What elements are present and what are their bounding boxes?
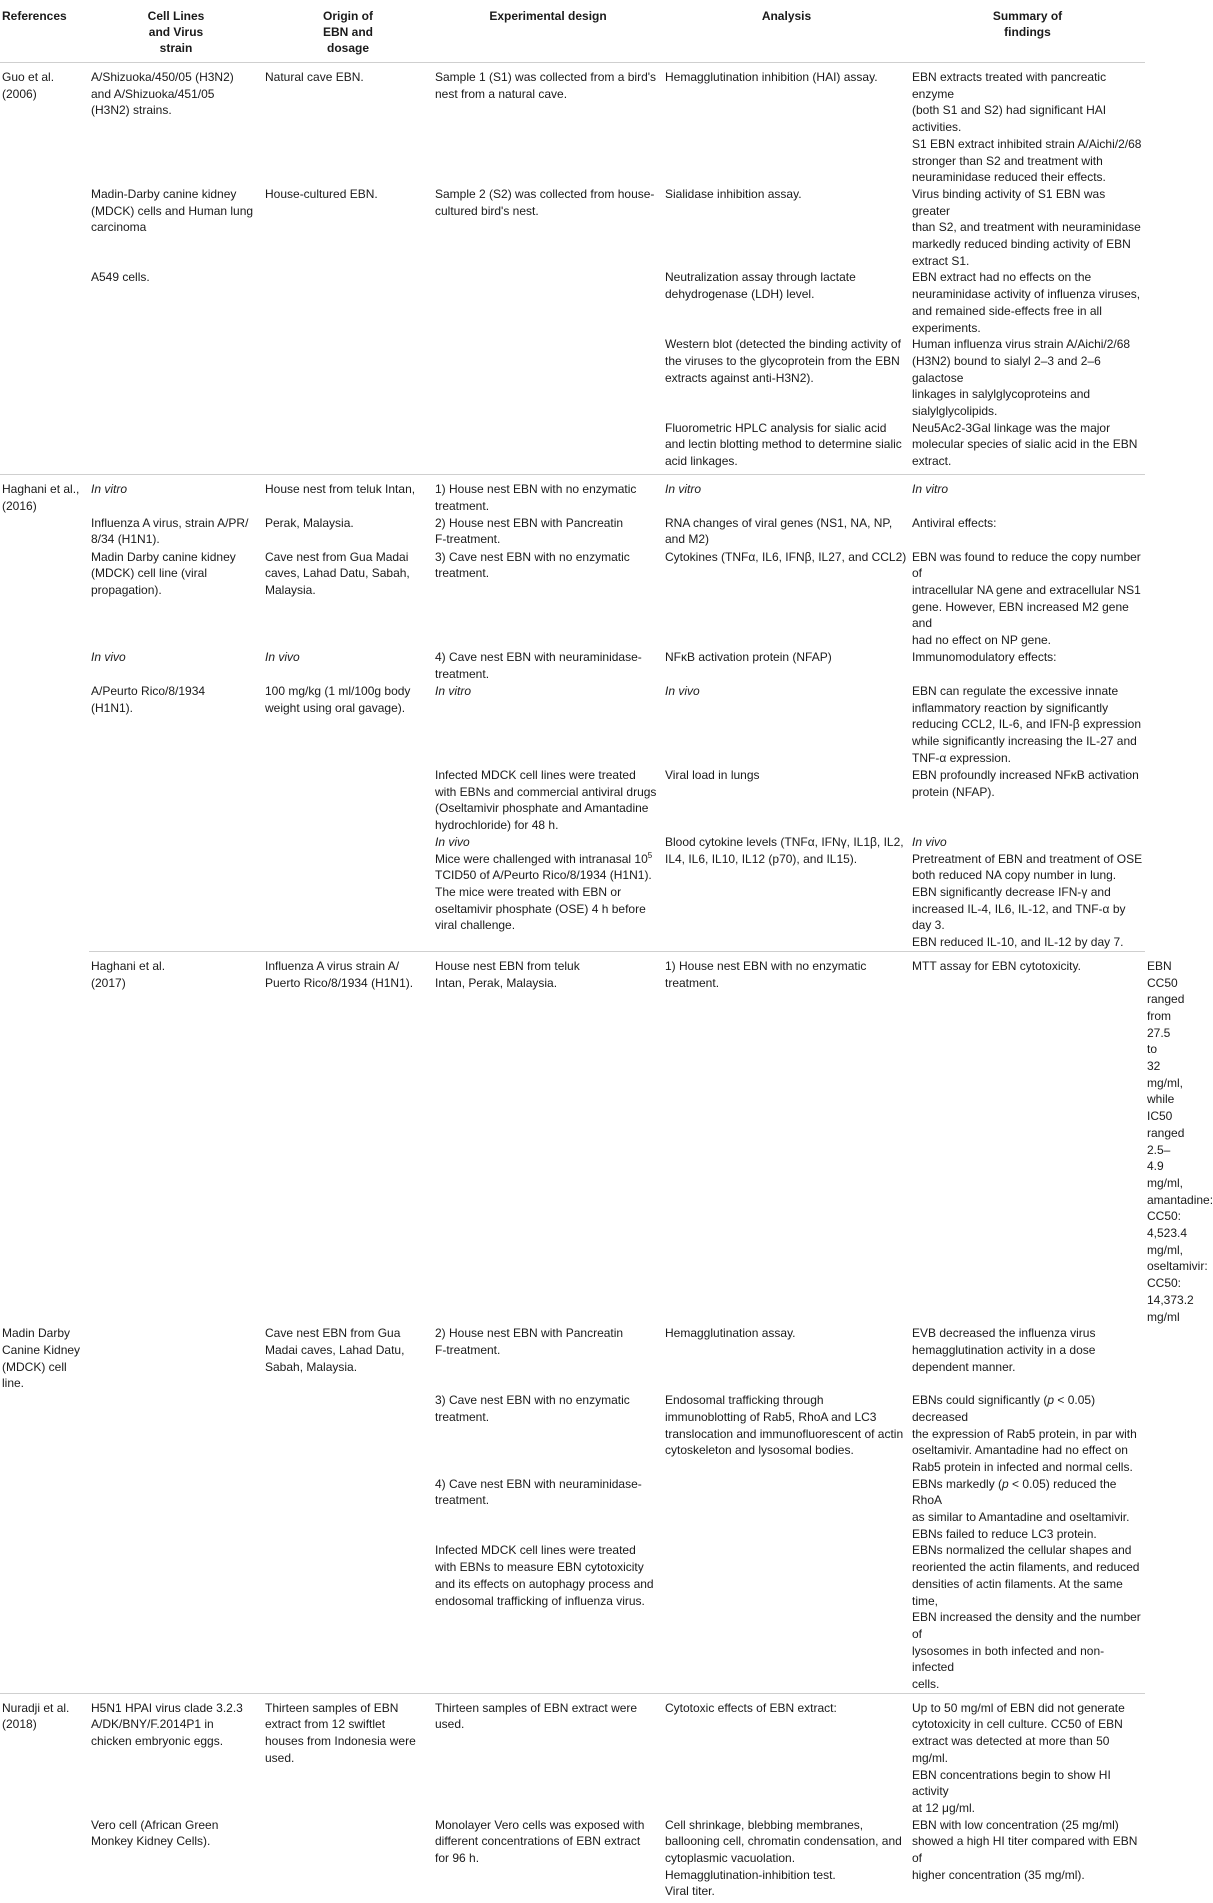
analysis-cell: Sialidase inhibition assay.	[665, 186, 802, 201]
summary-cell: Antiviral effects:	[912, 515, 997, 530]
summary-cell	[910, 834, 1145, 951]
summary-cell: EBN with low concentration (25 mg/ml) showed a high HI titer compared with EBN of higher concentration (35 mg/ml).	[912, 1817, 1138, 1882]
table-row	[0, 63, 1145, 186]
cell-lines-cell: Influenza A virus, strain A/PR/ 8/34 (H1N1).	[91, 515, 249, 547]
summary-cell: EBN was found to reduce the copy number of intracellular NA gene and extracellular NS1 gene. However, EBN increased M2 gene and had no effect on NP gene.	[912, 549, 1141, 648]
summary-cell: Human influenza virus strain A/Aichi/2/68 (H3N2) bound to sialyl 2–3 and 2–6 galactose linkages in salylglycoproteins and sialylglycolipids.	[912, 337, 1131, 419]
summary-in-vivo-label: In vivo	[912, 834, 947, 849]
analysis-cell: In vivo	[665, 683, 700, 698]
analysis-cell: Cytokines (TNFα, IL6, IFNβ, IL27, and CCL2)	[665, 549, 907, 564]
origin-cell: Natural cave EBN.	[265, 70, 364, 84]
origin-cell: In vivo	[265, 649, 300, 664]
header-cell-lines: Cell Lines and Virus strain	[147, 9, 205, 55]
design-text: Mice were challenged with intranasal 10	[435, 851, 648, 866]
cell-lines-cell: A/Shizuoka/450/05 (H3N2) and A/Shizuoka/451/05 (H3N2) strains.	[91, 70, 234, 118]
summary-cell: Neu5Ac2-3Gal linkage was the major molecular species of sialic acid in the EBN extract.	[912, 420, 1138, 469]
cell-lines-cell: In vivo	[91, 649, 126, 664]
summary-cell: Virus binding activity of S1 EBN was greater than S2, and treatment with neuraminidase markedly reduced binding activity of EBN extract S1.	[912, 186, 1141, 268]
header-experimental-design: Experimental design	[489, 9, 607, 23]
design-cell: 4) Cave nest EBN with neuraminidase- treatment.	[435, 1476, 642, 1508]
table-row: Haghani et al. (2017) Influenza A virus strain A/ Puerto Rico/8/1934 (H1N1). House nest EBN from teluk Intan, Perak, Malaysia. 1) House nest EBN with no enzymatic treatment. MTT assay for EBN cytotoxicity. EBN CC50 ranged from 27.5 to 32 mg/ml, while IC50 ranged 2.5–4.9 mg/ml, amantadine: CC50: 4,523.4 mg/ml, oseltamivir: CC50: 14,373.2 mg/ml	[0, 951, 1145, 1325]
analysis-cell: Neutralization assay through lactate dehydrogenase (LDH) level.	[665, 270, 856, 302]
origin-cell: Thirteen samples of EBN extract from 12 swiftlet houses from Indonesia were used.	[265, 1700, 416, 1765]
design-cell: 3) Cave nest EBN with no enzymatic treatment.	[435, 549, 630, 581]
header-references: References	[2, 9, 67, 23]
table-row	[0, 1817, 1145, 1903]
analysis-cell: Cytotoxic effects of EBN extract:	[665, 1700, 837, 1715]
analysis-cell: MTT assay for EBN cytotoxicity.	[912, 958, 1081, 973]
design-cell: 4) Cave nest EBN with neuraminidase- treatment.	[435, 649, 642, 681]
summary-cell: EBNs markedly (p < 0.05) reduced the RhoA as similar to Amantadine and oseltamivir. EBNs failed to reduce LC3 protein.	[912, 1476, 1130, 1541]
summary-cell: EBN profoundly increased NFκB activation protein (NFAP).	[912, 767, 1139, 799]
summary-cell: Immunomodulatory effects:	[912, 649, 1057, 664]
origin-cell: Cave nest EBN from Gua Madai caves, Lahad Datu, Sabah, Malaysia.	[265, 1326, 405, 1374]
analysis-cell: Viral load in lungs	[665, 767, 760, 782]
cell-lines-cell: In vitro	[91, 482, 128, 497]
origin-cell: 100 mg/kg (1 ml/100g body weight using oral gavage).	[265, 683, 411, 715]
summary-cell: EBN can regulate the excessive innate inflammatory reaction by significantly reducing CCL2, IL-6, and IFN-β expression while significantly increasing the IL-27 and TNF-α expression.	[912, 683, 1142, 765]
table-row	[0, 549, 1145, 649]
table-row	[0, 269, 1145, 336]
origin-cell: House nest from teluk Intan,	[265, 482, 416, 497]
analysis-cell: Cell shrinkage, blebbing membranes, ballooning cell, chromatin condensation, and cytoplasmic vacuolation. Hemagglutination-inhibition test. Viral titer.	[665, 1817, 902, 1899]
reference-cell: Guo et al. (2006)	[2, 70, 55, 101]
table-row	[0, 834, 1145, 951]
header-origin: Origin of EBN and dosage	[322, 9, 373, 55]
header-analysis: Analysis	[761, 9, 812, 23]
summary-cell: In vitro	[912, 482, 949, 497]
summary-text: Pretreatment of EBN and treatment of OSE both reduced NA copy number in lung. EBN significantly decrease IFN-γ and increased IL-4, IL6, IL-12, and TNF-α by day 3. EBN reduced IL-10, and IL-12 by day 7.	[912, 851, 1143, 950]
reference-cell: Haghani et al. (2017)	[91, 958, 166, 990]
table-row	[0, 649, 1145, 683]
summary-cell: EBN extracts treated with pancreatic enzyme (both S1 and S2) had significant HAI activities. S1 EBN extract inhibited strain A/Aichi/2/68 stronger than S2 and treatment with neuraminidase reduced their effects.	[912, 70, 1142, 185]
reference-cell: Haghani et al., (2016)	[2, 482, 80, 513]
table-row	[0, 683, 1145, 767]
origin-cell: House-cultured EBN.	[265, 186, 378, 201]
design-in-vivo-label: In vivo	[435, 834, 470, 849]
analysis-cell: Hemagglutination assay.	[665, 1326, 796, 1341]
design-cell	[433, 834, 663, 951]
design-cell: 1) House nest EBN with no enzymatic treatment.	[435, 482, 637, 513]
design-cell: Sample 2 (S2) was collected from house- cultured bird's nest.	[435, 186, 655, 218]
analysis-cell: NFκB activation protein (NFAP)	[665, 649, 832, 664]
design-cell: Monolayer Vero cells was exposed with different concentrations of EBN extract for 96 h.	[435, 1817, 645, 1866]
summary-cell: EVB decreased the influenza virus hemagglutination activity in a dose dependent manner.	[912, 1326, 1096, 1374]
origin-cell: Perak, Malaysia.	[265, 515, 354, 530]
table-row	[0, 515, 1145, 549]
cell-lines-cell: A549 cells.	[91, 270, 150, 285]
cell-lines-cell: H5N1 HPAI virus clade 3.2.3 A/DK/BNY/F.2014P1 in chicken embryonic eggs.	[91, 1700, 243, 1749]
reference-cell: Nuradji et al. (2018)	[2, 1700, 70, 1732]
cell-lines-cell: Madin Darby canine kidney (MDCK) cell line (viral propagation).	[91, 549, 236, 598]
analysis-cell: Endosomal trafficking through immunoblotting of Rab5, RhoA and LC3 translocation and immunofluorescent of actin cytoskeleton and lysosomal bodies.	[665, 1393, 904, 1458]
analysis-cell: Blood cytokine levels (TNFα, IFNγ, IL1β, IL2, IL4, IL6, IL10, IL12 (p70), and IL15).	[665, 834, 904, 866]
cell-lines-cell: A/Peurto Rico/8/1934 (H1N1).	[91, 683, 206, 715]
design-cell: In vitro	[435, 683, 472, 698]
design-cell: 3) Cave nest EBN with no enzymatic treatment.	[435, 1393, 630, 1424]
origin-cell: House nest EBN from teluk Intan, Perak, Malaysia.	[435, 958, 580, 990]
header-summary: Summary of findings	[992, 9, 1063, 39]
table-row	[0, 186, 1145, 270]
analysis-cell: RNA changes of viral genes (NS1, NA, NP, and M2)	[665, 515, 893, 547]
analysis-cell: Western blot (detected the binding activity of the viruses to the glycoprotein from the EBN extracts against anti-H3N2).	[665, 337, 901, 385]
summary-cell: EBN extract had no effects on the neuraminidase activity of influenza viruses, and remained side-effects free in all experiments.	[912, 270, 1141, 335]
summary-cell: Up to 50 mg/ml of EBN did not generate cytotoxicity in cell culture. CC50 of EBN extract was detected at more than 50 mg/ml. EBN concentrations begin to show HI activity at 12 μg/ml.	[912, 1700, 1125, 1815]
analysis-cell: Hemagglutination inhibition (HAI) assay.	[665, 70, 878, 84]
design-cell: 2) House nest EBN with Pancreatin F-treatment.	[435, 1326, 624, 1357]
cell-lines-cell: Influenza A virus strain A/ Puerto Rico/8/1934 (H1N1).	[265, 958, 414, 990]
summary-cell: EBNs normalized the cellular shapes and reoriented the actin filaments, and reduced densities of actin filaments. At the same time, EBN increased the density and the number of lysosomes in both infected and non-infected cells.	[912, 1543, 1141, 1692]
table-row	[0, 1693, 1145, 1816]
table-header-row	[0, 0, 1145, 63]
cell-lines-cell: Madin Darby Canine Kidney (MDCK) cell line.	[2, 1326, 81, 1391]
cell-lines-cell: Madin-Darby canine kidney (MDCK) cells and Human lung carcinoma	[91, 186, 254, 235]
design-cell: 1) House nest EBN with no enzymatic treatment.	[665, 958, 867, 990]
table-row	[0, 336, 1145, 420]
design-cell: Sample 1 (S1) was collected from a bird's nest from a natural cave.	[435, 70, 657, 101]
table-row	[0, 767, 1145, 834]
design-cell: 2) House nest EBN with Pancreatin F-treatment.	[435, 515, 624, 547]
design-cell: Infected MDCK cell lines were treated with EBNs to measure EBN cytotoxicity and its effects on autophagy process and endosomal trafficking of influenza virus.	[435, 1543, 654, 1608]
analysis-cell: Fluorometric HPLC analysis for sialic acid and lectin blotting method to determine sialic acid linkages.	[665, 420, 902, 469]
superscript: 5	[647, 850, 653, 860]
cell-lines-cell: Vero cell (African Green Monkey Kidney Cells).	[91, 1817, 219, 1849]
table-row	[0, 420, 1145, 475]
design-cell: Thirteen samples of EBN extract were used.	[435, 1700, 638, 1732]
analysis-cell: In vitro	[665, 482, 702, 497]
design-cell: Infected MDCK cell lines were treated with EBNs and commercial antiviral drugs (Oseltamivir phosphate and Amantadine hydrochloride) for 48 h.	[435, 767, 657, 832]
origin-cell: Cave nest from Gua Madai caves, Lahad Datu, Sabah, Malaysia.	[265, 549, 410, 598]
table-row	[0, 475, 1145, 515]
summary-cell: EBNs could significantly (p < 0.05) decreased the expression of Rab5 protein, in par with oseltamivir. Amantadine had no effect on Rab5 protein in infected and normal cells.	[912, 1393, 1137, 1474]
design-text: TCID50 of A/Peurto Rico/8/1934 (H1N1). The mice were treated with EBN or oseltamivir phosphate (OSE) 4 h before viral challenge.	[435, 868, 652, 933]
